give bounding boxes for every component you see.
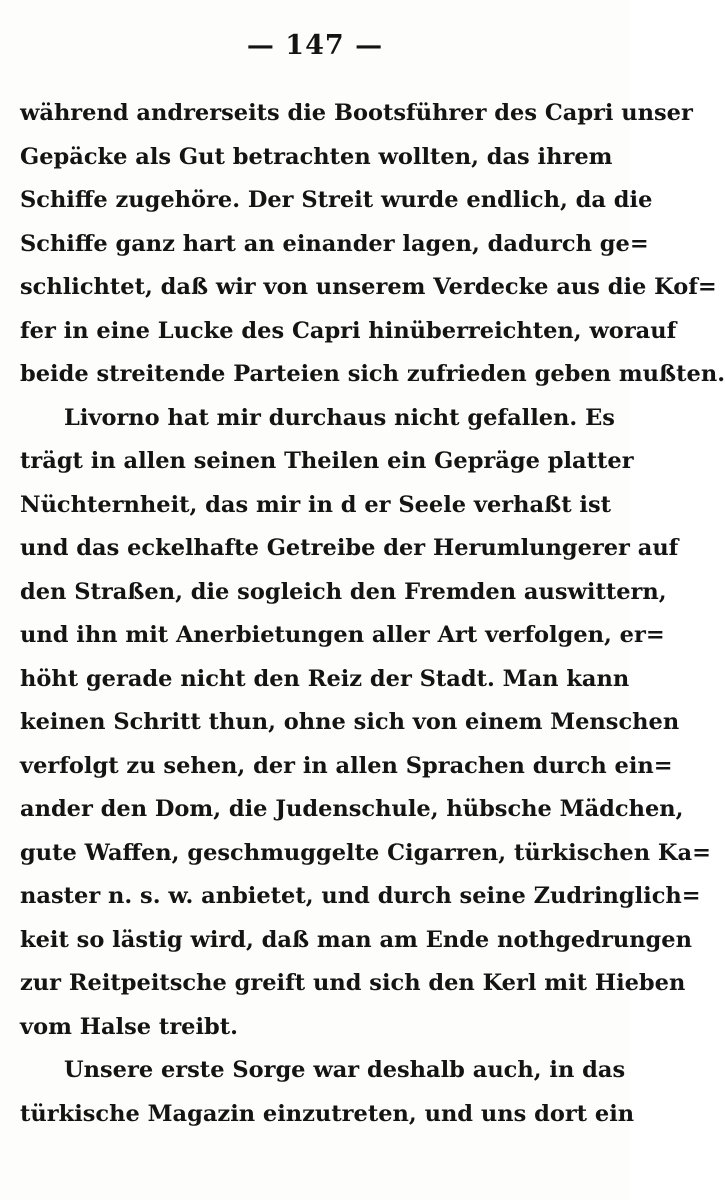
text-line: den Straßen, die sogleich den Fremden auswittern,: [20, 578, 667, 605]
text-line: keinen Schritt thun, ohne sich von einem Menschen: [20, 709, 680, 735]
text-line: und das eckelhafte Getreibe der Herumlungerer auf: [20, 535, 679, 561]
text-line: trägt in allen seinen Theilen ein Gepräge platter: [20, 448, 634, 474]
text-line: vom Halse treibt.: [20, 1013, 238, 1040]
text-line: Schiffe zugehöre. Der Streit wurde endlich, da die: [20, 187, 653, 213]
text-line: und ihn mit Anerbietungen aller Art verfolgen, er=: [20, 622, 665, 648]
text-line: höht gerade nicht den Reiz der Stadt. Man kann: [20, 665, 630, 692]
body-text: [20, 92, 725, 1136]
text-line: ander den Dom, die Judenschule, hübsche Mädchen,: [20, 796, 684, 822]
text-line: naster n. s. w. anbietet, und durch seine Zudringlich=: [20, 883, 701, 909]
text-line: beide streitende Parteien sich zufrieden geben mußten.: [20, 361, 725, 387]
text-line: verfolgt zu sehen, der in allen Sprachen durch ein=: [20, 752, 673, 779]
text-line: türkische Magazin einzutreten, und uns dort ein: [20, 1100, 635, 1127]
text-line: Nüchternheit, das mir in d er Seele verhaßt ist: [20, 491, 612, 518]
text-line: Schiffe ganz hart an einander lagen, dadurch ge=: [20, 230, 649, 257]
text-line: fer in eine Lucke des Capri hinüberreichten, worauf: [20, 317, 677, 344]
text-line: Livorno hat mir durchaus nicht gefallen. Es: [64, 404, 615, 431]
text-line: zur Reitpeitsche greift und sich den Kerl mit Hieben: [20, 970, 686, 996]
text-line: schlichtet, daß wir von unserem Verdecke aus die Kof=: [20, 274, 717, 300]
text-line: keit so lästig wird, daß man am Ende nothgedrungen: [20, 926, 692, 953]
text-line: Gepäcke als Gut betrachten wollten, das ihrem: [20, 143, 613, 170]
text-line: gute Waffen, geschmuggelte Cigarren, türkischen Ka=: [20, 839, 711, 866]
text-line: während andrerseits die Bootsführer des Capri unser: [20, 100, 693, 126]
page-number: — 147 —: [246, 30, 384, 61]
text-line: Unsere erste Sorge war deshalb auch, in das: [64, 1057, 626, 1083]
